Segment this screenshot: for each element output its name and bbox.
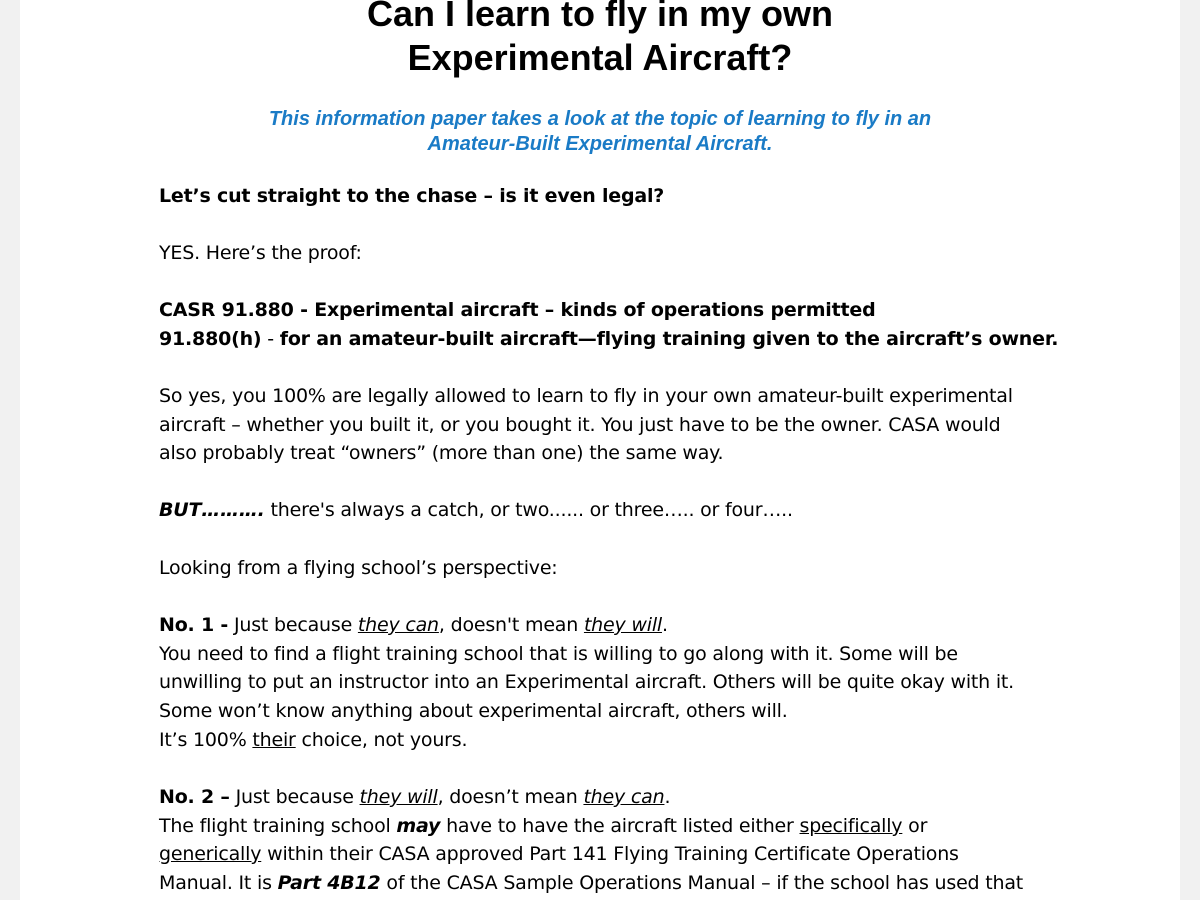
no2-line-2 bbox=[159, 813, 927, 839]
but-lead: BUT………. bbox=[159, 499, 265, 521]
para1-line-3: also probably treat “owners” (more than one) the same way. bbox=[159, 442, 724, 464]
no1-line-5 bbox=[159, 727, 467, 753]
no2-line-3 bbox=[159, 841, 959, 867]
no1-text-3: . bbox=[661, 614, 668, 636]
no1-line-5-a: It’s 100% bbox=[159, 729, 253, 751]
no2-emph-2: they can bbox=[583, 786, 665, 808]
no2-text-2: , doesn’t mean bbox=[437, 786, 584, 808]
no1-emph-1: they can bbox=[357, 614, 439, 636]
no2-line-3-b: within their CASA approved Part 141 Flying Training Certificate Operations bbox=[261, 843, 959, 865]
no1-heading bbox=[159, 612, 668, 638]
no2-line-2-underline: specifically bbox=[799, 815, 903, 837]
no1-line-5-b: choice, not yours. bbox=[295, 729, 468, 751]
no2-emph-1: they will bbox=[359, 786, 438, 808]
regulation-line-1: CASR 91.880 - Experimental aircraft – kinds of operations permitted bbox=[159, 299, 876, 321]
regulation-line-2 bbox=[159, 326, 1058, 352]
no2-line-2-c: or bbox=[902, 815, 928, 837]
no2-line-2-emph: may bbox=[396, 815, 441, 837]
no2-line-2-a: The flight training school bbox=[159, 815, 397, 837]
no2-label: No. 2 – bbox=[159, 786, 230, 808]
no1-text-1: Just because bbox=[228, 614, 358, 636]
page-title-line-2: Experimental Aircraft? bbox=[407, 37, 793, 78]
document-page bbox=[20, 0, 1180, 900]
no2-line-4-emph: Part 4B12 bbox=[277, 872, 381, 894]
no2-heading bbox=[159, 784, 670, 810]
answer-text: YES. Here’s the proof: bbox=[159, 242, 362, 264]
no2-line-4-a: Manual. It is bbox=[159, 872, 278, 894]
no1-text-2: , doesn't mean bbox=[438, 614, 584, 636]
para1-line-1: So yes, you 100% are legally allowed to learn to fly in your own amateur-built experimental bbox=[159, 385, 1013, 407]
no1-line-3: unwilling to put an instructor into an Experimental aircraft. Others will be quite okay with it. bbox=[159, 671, 1014, 693]
para1-line-2: aircraft – whether you built it, or you bought it. You just have to be the owner. CASA would bbox=[159, 414, 1001, 436]
but-line bbox=[159, 497, 793, 523]
no1-line-5-underline: their bbox=[252, 729, 296, 751]
no1-label: No. 1 - bbox=[159, 614, 229, 636]
no2-line-3-underline: generically bbox=[159, 843, 262, 865]
no1-emph-2: they will bbox=[583, 614, 662, 636]
regulation-separator: - bbox=[261, 328, 280, 350]
page-title-line-1: Can I learn to fly in my own bbox=[366, 0, 834, 34]
subtitle-line-2: Amateur-Built Experimental Aircraft. bbox=[427, 133, 773, 155]
but-rest: there's always a catch, or two...... or three….. or four….. bbox=[264, 499, 793, 521]
regulation-text: for an amateur-built aircraft—flying training given to the aircraft’s owner. bbox=[279, 328, 1059, 350]
regulation-ref: 91.880(h) bbox=[159, 328, 262, 350]
no2-line-2-b: have to have the aircraft listed either bbox=[440, 815, 800, 837]
no2-line-4 bbox=[159, 870, 1023, 896]
subtitle-line-1: This information paper takes a look at the topic of learning to fly in an bbox=[268, 108, 932, 130]
no2-text-3: . bbox=[664, 786, 671, 808]
no1-line-2: You need to find a flight training school that is willing to go along with it. Some will be bbox=[159, 643, 958, 665]
no1-line-4: Some won’t know anything about experimental aircraft, others will. bbox=[159, 700, 788, 722]
no2-line-4-b: of the CASA Sample Operations Manual – if the school has used that bbox=[380, 872, 1024, 894]
perspective-line: Looking from a flying school’s perspective: bbox=[159, 557, 558, 579]
question-heading: Let’s cut straight to the chase – is it even legal? bbox=[159, 185, 665, 207]
no2-text-1: Just because bbox=[229, 786, 360, 808]
